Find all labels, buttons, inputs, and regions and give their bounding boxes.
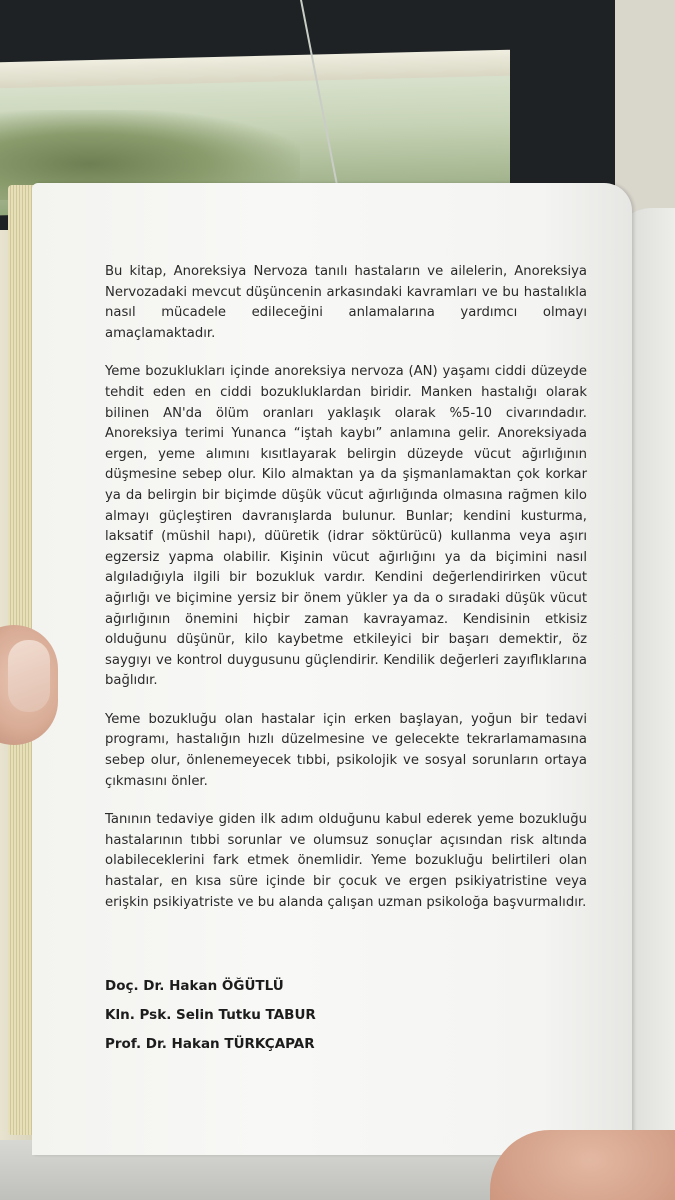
author-2: Kln. Psk. Selin Tutku TABUR bbox=[105, 1007, 316, 1023]
author-3: Prof. Dr. Hakan TÜRKÇAPAR bbox=[105, 1036, 315, 1052]
thumb-nail bbox=[8, 640, 50, 712]
paragraph-anorexia-description: Yeme bozuklukları içinde anoreksiya nervoza (AN) yaşamı ciddi düzeyde tehdit eden en ciddi bozukluklardan biridir. Manken hastalığı olarak bilinen AN'da ölüm oranları yaklaşık olarak %5-10 civarındadır. Anoreksiya terimi Yunanca “iştah kaybı” anlamına gelir. Anoreksiyada ergen, yeme alımını kısıtlayarak belirgin düzeyde vücut ağırlığının düşmesine sebep olur. Kilo almaktan ya da şişmanlamaktan çok korkar ya da belirgin bir biçimde düşük vücut ağırlığında olmasına rağmen kilo almayı güçleştiren davranışlarda bulunur. Bunlar; kendini kusturma, laksatif (müshil hapı), düüretik (idrar söktürücü) kullanma veya aşırı egzersiz yapma olabilir. Kişinin vücut ağırlığını ya da biçimini nasıl algıladığıyla ilgili bir bozukluk vardır. Kendini değerlendirirken vücut ağırlığı ve biçimine yersiz bir önem yükler ya da o sıradaki düşük vücut ağırlığının önemini hiçbir zaman kavrayamaz. Kendisinin etkisiz olduğunu düşünür, kilo kaybetme etkileyici bir başarı demektir, öz saygıyı ve kontrol duygusunu güçlendirir. Kendilik değerleri zayıflıklarına bağlıdır. bbox=[105, 364, 587, 689]
right-hand bbox=[490, 1130, 675, 1200]
paragraph-intro: Bu kitap, Anoreksiya Nervoza tanılı hastaların ve ailelerin, Anoreksiya Nervozadaki mevcut düşüncenin arkasındaki kavramları ve bu hastalıkla nasıl mücadele edileceğini anlamalarına yardımcı olmayı amaçlamaktadır. bbox=[105, 264, 587, 341]
page-text bbox=[105, 262, 587, 931]
paragraph-diagnosis: Tanının tedaviye giden ilk adım olduğunu kabul ederek yeme bozukluğu hastalarının tıbbi sorunlar ve olumsuz sonuçlar açısından risk altında olabileceklerini fark etmek önemlidir. Yeme bozukluğu belirtileri olan hastalar, en kısa süre içinde bir çocuk ve ergen psikiyatristine veya erişkin psikiyatriste ve bu alanda çalışan uzman psikoloğa başvurmalıdır. bbox=[105, 812, 587, 910]
author-1: Doç. Dr. Hakan ÖĞÜTLÜ bbox=[105, 978, 284, 994]
paragraph-early-treatment: Yeme bozukluğu olan hastalar için erken başlayan, yoğun bir tedavi programı, hastalığın hızlı düzelmesine ve gelecekte tekrarlamamasına sebep olur, önlenemeyecek tıbbi, psikolojik ve sosyal sorunların ortaya çıkmasını önler. bbox=[105, 711, 587, 789]
author-list bbox=[105, 972, 316, 1059]
